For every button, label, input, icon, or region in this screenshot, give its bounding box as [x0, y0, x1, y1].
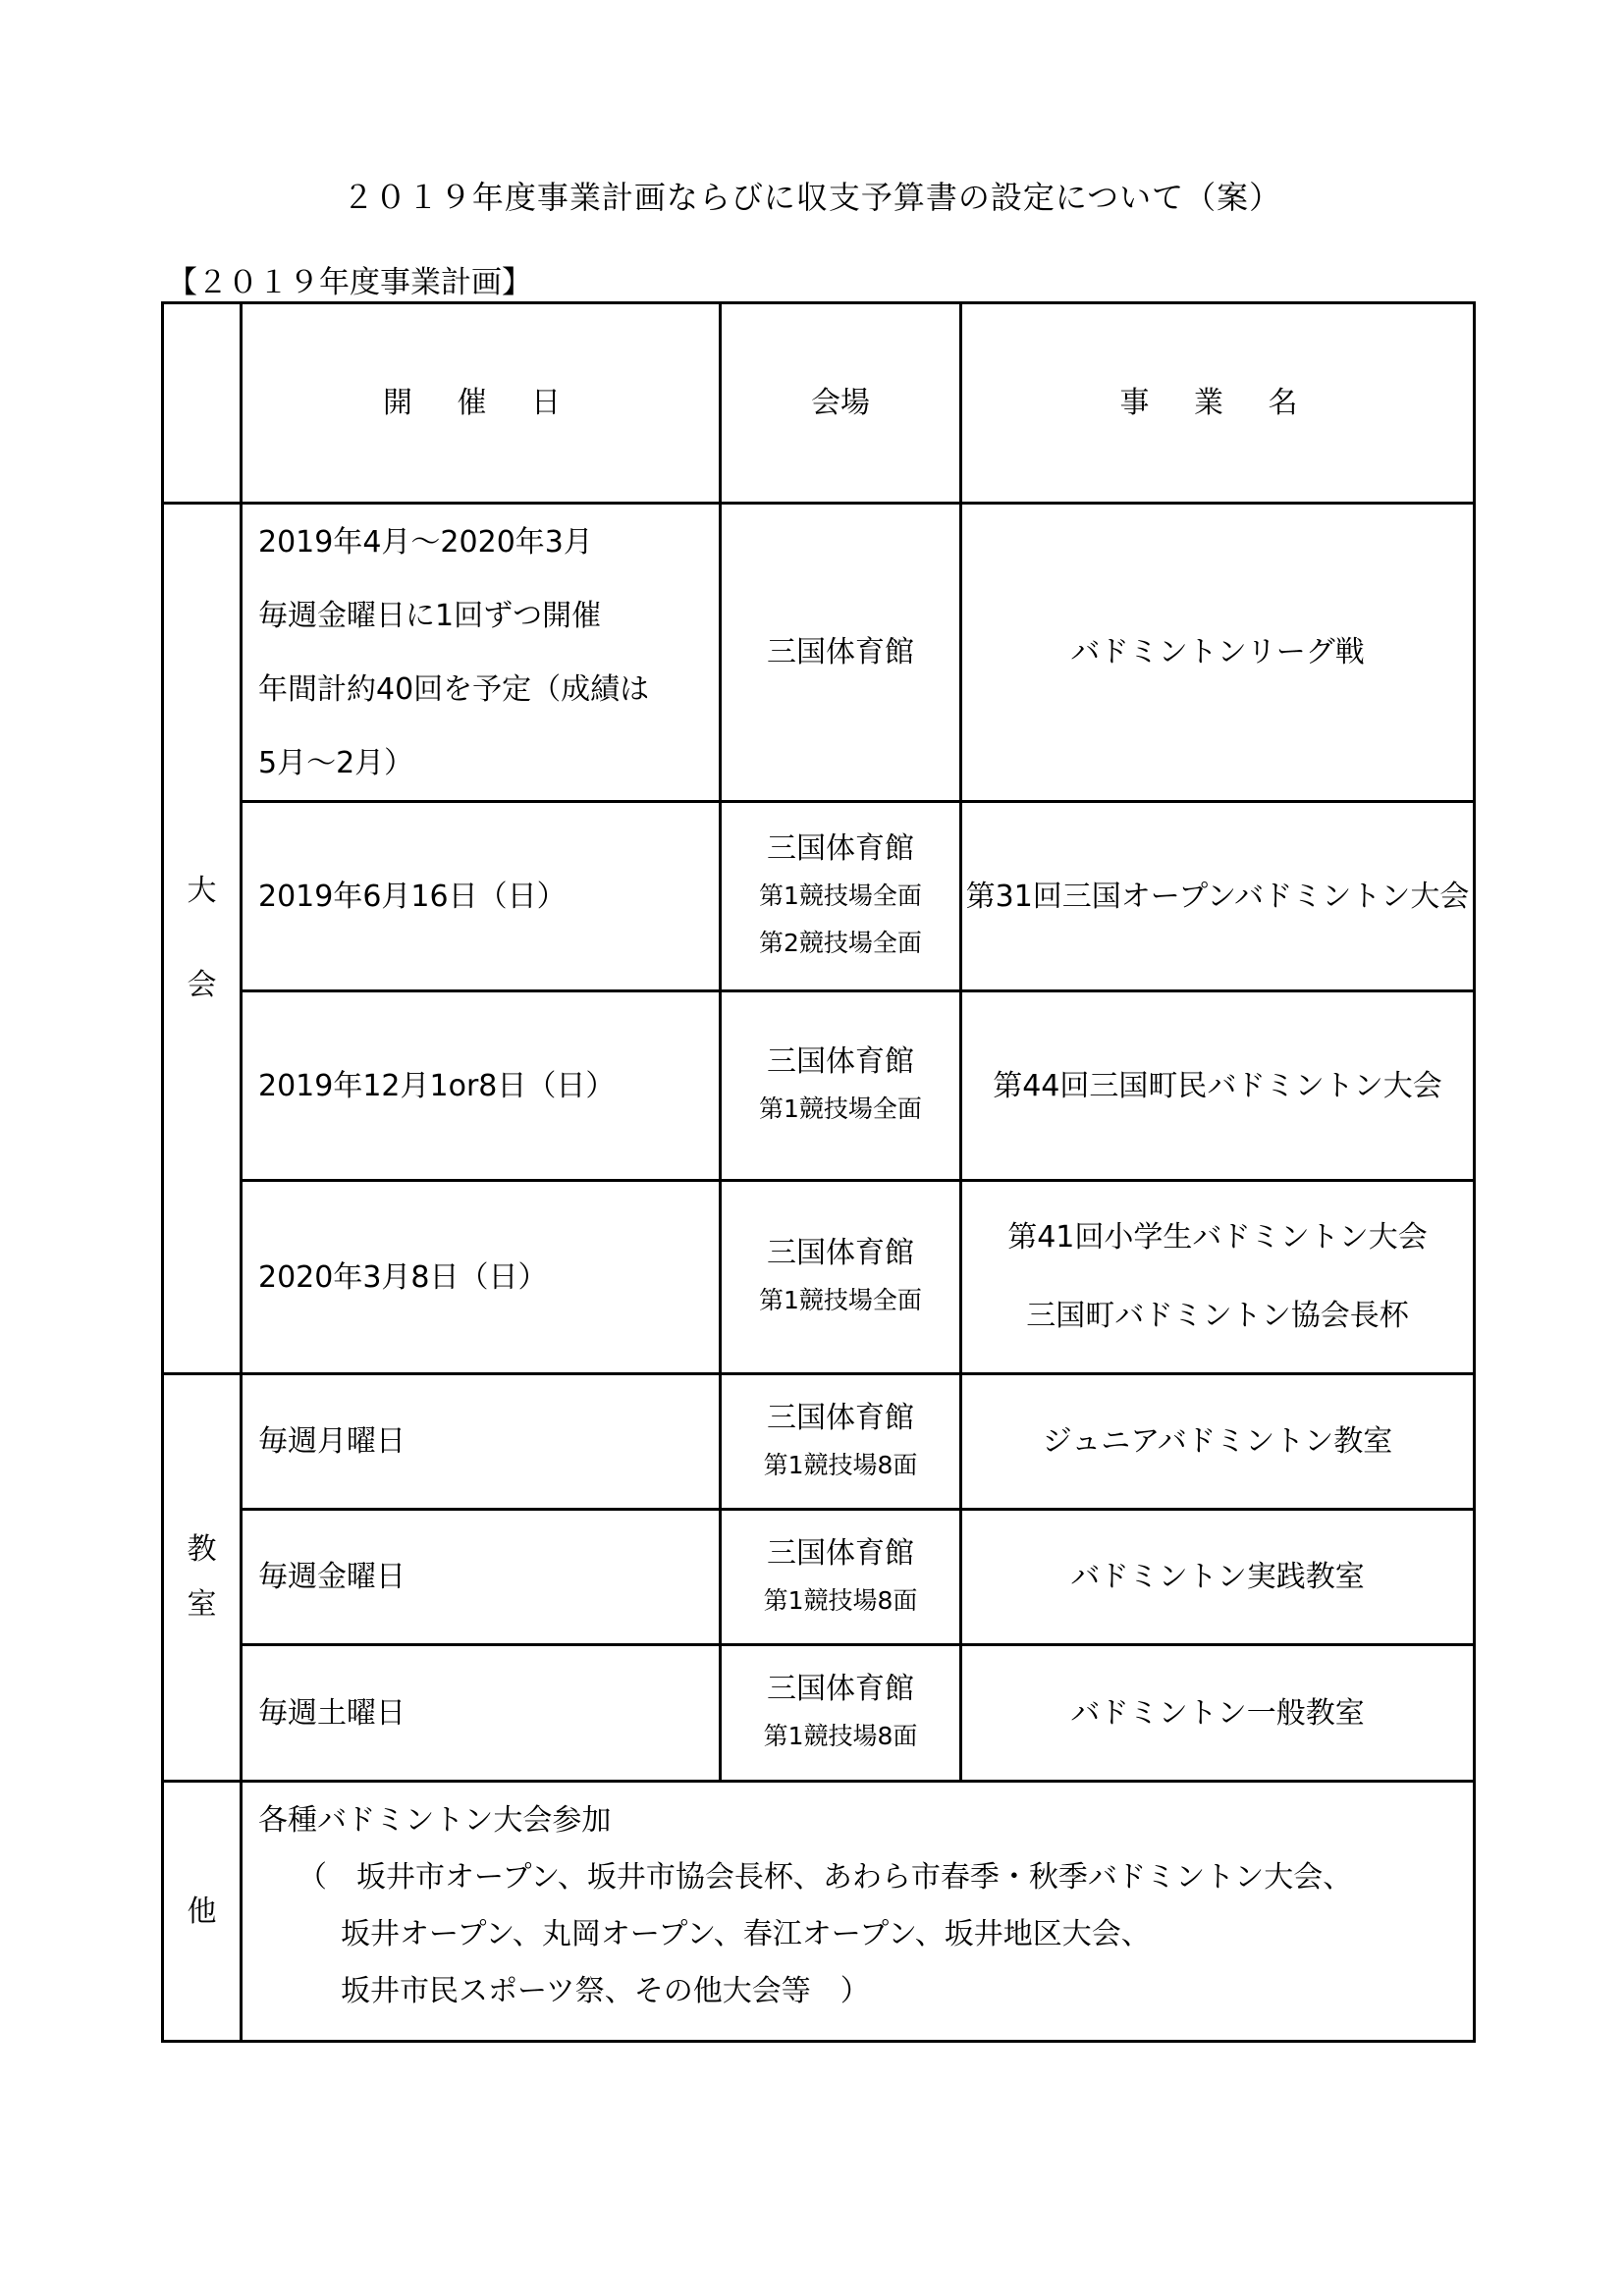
- date-cell: 2019年12月1or8日（日）: [242, 991, 721, 1181]
- header-row: [163, 303, 1475, 504]
- venue-cell: 三国体育館 第1競技場8面: [721, 1374, 961, 1510]
- other-line: （ 坂井市オープン、坂井市協会長杯、あわら市春季・秋季バドミントン大会、: [298, 1860, 1353, 1895]
- category-tournament: 大 会: [163, 504, 242, 1374]
- event-cell: バドミントンリーグ戦: [961, 504, 1475, 802]
- table-row: [163, 1510, 1475, 1645]
- document-title: ２０１９年度事業計画ならびに収支予算書の設定について（案）: [342, 179, 1282, 216]
- date-cell: 2019年4月～2020年3月 毎週金曜日に1回ずつ開催 年間計約40回を予定（成績は 5月～2月）: [242, 504, 721, 802]
- venue-cell: 三国体育館 第1競技場8面: [721, 1645, 961, 1782]
- date-cell: 毎週月曜日: [242, 1374, 721, 1510]
- venue-cell: 三国体育館 第1競技場全面: [721, 1181, 961, 1374]
- business-plan-table: [161, 301, 1476, 2043]
- other-line: 坂井市民スポーツ祭、その他大会等 ）: [341, 1974, 870, 2008]
- table-row: [163, 1374, 1475, 1510]
- event-cell: 第41回小学生バドミントン大会 三国町バドミントン協会長杯: [961, 1181, 1475, 1374]
- venue-cell: 三国体育館 第1競技場全面 第2競技場全面: [721, 802, 961, 991]
- event-cell: 第44回三国町民バドミントン大会: [961, 991, 1475, 1181]
- other-line: 坂井オープン、丸岡オープン、春江オープン、坂井地区大会、: [341, 1917, 1151, 1951]
- table-row: [163, 1645, 1475, 1782]
- other-row: [163, 1782, 1475, 2042]
- table-row: [163, 991, 1475, 1181]
- event-cell: ジュニアバドミントン教室: [961, 1374, 1475, 1510]
- header-blank-cell: [163, 303, 242, 504]
- other-heading: 各種バドミントン大会参加: [258, 1803, 612, 1838]
- date-cell: 毎週金曜日: [242, 1510, 721, 1645]
- header-date: 開 催 日: [242, 303, 721, 504]
- event-cell: バドミントン一般教室: [961, 1645, 1475, 1782]
- date-cell: 2019年6月16日（日）: [242, 802, 721, 991]
- other-content-cell: [242, 1782, 1475, 2042]
- table-row: [163, 802, 1475, 991]
- venue-cell: 三国体育館: [721, 504, 961, 802]
- venue-cell: 三国体育館 第1競技場全面: [721, 991, 961, 1181]
- category-classroom: 教 室: [163, 1374, 242, 1782]
- event-cell: バドミントン実践教室: [961, 1510, 1475, 1645]
- date-cell: 2020年3月8日（日）: [242, 1181, 721, 1374]
- table-row: [163, 504, 1475, 802]
- venue-cell: 三国体育館 第1競技場8面: [721, 1510, 961, 1645]
- category-other: 他: [163, 1782, 242, 2042]
- header-event: 事 業 名: [961, 303, 1475, 504]
- event-cell: 第31回三国オープンバドミントン大会: [961, 802, 1475, 991]
- date-cell: 毎週土曜日: [242, 1645, 721, 1782]
- header-venue: 会場: [721, 303, 961, 504]
- table-row: [163, 1181, 1475, 1374]
- section-heading: 【２０１９年度事業計画】: [167, 265, 532, 300]
